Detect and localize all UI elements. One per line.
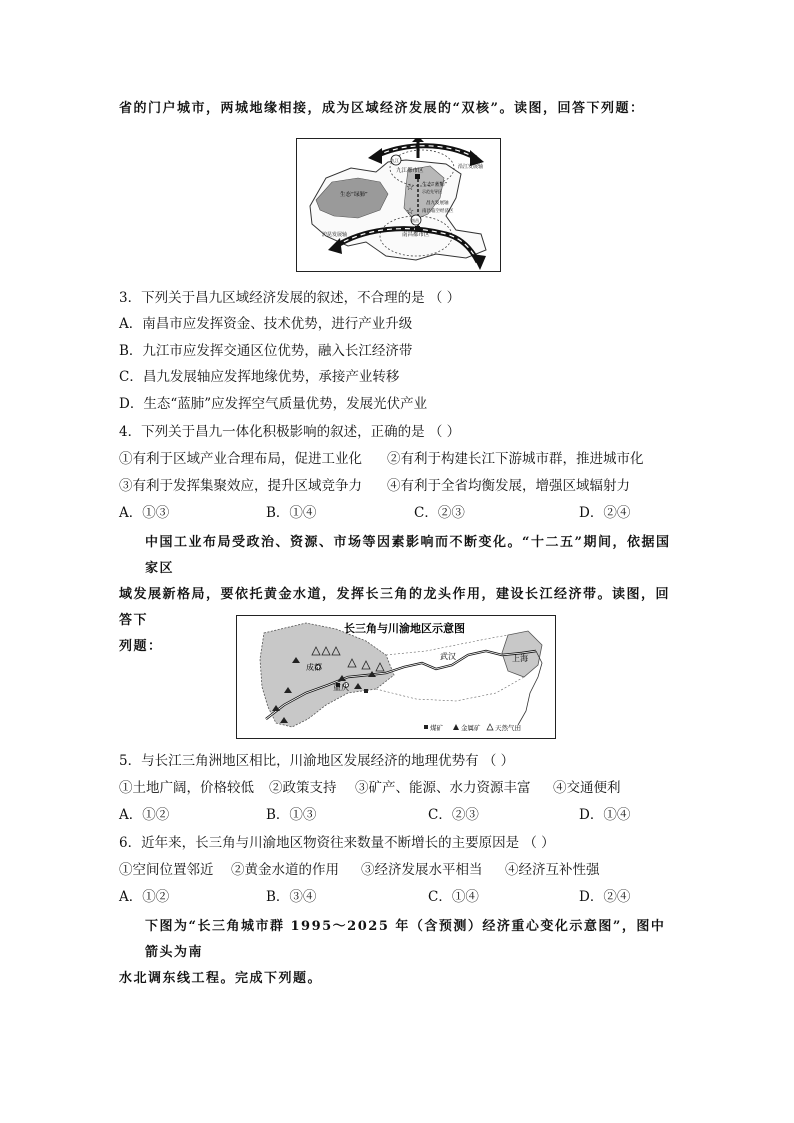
q4-choice-c[interactable]: C．②③: [414, 505, 465, 521]
map-title: 长三角与川渝地区示意图: [344, 622, 465, 635]
q5-choice-c[interactable]: C．②③: [428, 807, 479, 823]
q6-choice-d[interactable]: D．②④: [579, 889, 631, 905]
q4-choice-b[interactable]: B．①④: [266, 505, 317, 521]
label-changjiu-axis: 昌九发展轴: [426, 201, 449, 206]
q6-choice-a[interactable]: A．①②: [119, 889, 170, 905]
q4-item-4: ④有利于全省均衡发展，增强区域辐射力: [387, 478, 630, 494]
intro-paragraph-2: 中国工业布局受政治、资源、市场等因素影响而不断变化。“十二五”期间，依据国家区 域发展新格局，要依托黄金水道，发挥长三角的龙头作用，建设长江经济带。读图，回答下 列题：: [119, 535, 671, 654]
label-airport-zone: 南昌临空经济区: [422, 209, 454, 214]
q6-item-1: ①空间位置邻近: [119, 862, 214, 878]
q6-item-4: ④经济互补性强: [505, 862, 600, 878]
q3-stem: 3．下列关于昌九区域经济发展的叙述，不合理的是 （ ）: [119, 290, 461, 306]
q5-item-4: ④交通便利: [553, 780, 621, 796]
label-yanjiang-axis: 沿江发展轴: [458, 164, 484, 170]
legend-metal: 金属矿: [461, 724, 481, 732]
intro-paragraph-1: 省的门户城市，两城地缘相接，成为区域经济发展的“双核”。读图，回答下列题：: [119, 101, 645, 116]
q4-items-row-2: [119, 477, 639, 495]
label-nanchang-city: 南昌都市区: [402, 232, 430, 238]
label-blue-lung: 生态“蓝肺”: [422, 182, 448, 188]
label-jiujiang: 九江: [391, 158, 399, 163]
q5-item-2: ②政策支持: [269, 780, 337, 796]
q3-option-d[interactable]: D．生态“蓝肺”应发挥空气质量优势，发展光伏产业: [119, 396, 428, 412]
legend-gas: 天然气田: [495, 724, 521, 732]
q4-item-3: ③有利于发挥集聚效应，提升区域竞争力: [119, 478, 362, 494]
label-green-lung: 生态“绿肺”: [340, 192, 368, 198]
q5-choice-b[interactable]: B．①③: [266, 807, 317, 823]
q4-stem: 4．下列关于昌九一体化积极影响的叙述，正确的是 （ ）: [119, 424, 461, 440]
svg-text:☆: ☆: [406, 183, 415, 193]
q3-option-c[interactable]: C．昌九发展轴应发挥地缘优势，承接产业转移: [119, 369, 400, 385]
q3-option-a[interactable]: A．南昌市应发挥资金、技术优势，进行产业升级: [119, 316, 413, 332]
label-jiujiang-city: 九江都市区: [396, 168, 424, 174]
q6-choice-b[interactable]: B．③④: [266, 889, 317, 905]
label-pilot-zone: 示范先导区: [422, 189, 442, 194]
label-hukun-axis: 沪昆发展轴: [322, 232, 348, 238]
legend-coal: 煤矿: [430, 724, 443, 732]
q6-item-2: ②黄金水道的作用: [231, 862, 339, 878]
yangtze-sichuan-map: [236, 615, 556, 739]
q5-stem: 5．与长江三角洲地区相比，川渝地区发展经济的地理优势有 （ ）: [119, 753, 515, 769]
intro-paragraph-3: 下图为“长三角城市群 1995～2025 年（含预测）经济重心变化示意图”，图中箭头为南 水北调东线工程。完成下列题。: [119, 919, 666, 986]
q3-option-b[interactable]: B．九江市应发挥交通区位优势，融入长江经济带: [119, 343, 413, 359]
q4-choices: [119, 504, 639, 522]
q4-choice-d[interactable]: D．②④: [579, 505, 631, 521]
q5-choice-d[interactable]: D．①④: [579, 807, 631, 823]
svg-text:☆: ☆: [406, 207, 415, 217]
q4-items-row-1: [119, 450, 644, 468]
q5-items: [119, 779, 639, 797]
q4-choice-a[interactable]: A．①③: [119, 505, 170, 521]
city-chongqing: 重庆: [333, 683, 349, 692]
q5-item-1: ①土地广阔，价格较低: [119, 780, 254, 796]
q5-item-3: ③矿产、能源、水力资源丰富: [355, 780, 531, 796]
city-shanghai: 上海: [512, 654, 528, 663]
changjiu-region-figure: [296, 138, 501, 272]
q6-items: [119, 861, 639, 879]
q6-stem: 6．近年来，长三角与川渝地区物资往来数量不断增长的主要原因是 （ ）: [119, 835, 555, 851]
q4-item-2: ②有利于构建长江下游城市群，推进城市化: [387, 451, 644, 467]
q4-item-1: ①有利于区域产业合理布局，促进工业化: [119, 451, 362, 467]
q6-choices: [119, 888, 639, 906]
city-chengdu: 成都: [306, 663, 322, 672]
q6-item-3: ③经济发展水平相当: [361, 862, 483, 878]
q5-choices: [119, 806, 639, 824]
q6-choice-c[interactable]: C．①④: [428, 889, 479, 905]
q5-choice-a[interactable]: A．①②: [119, 807, 170, 823]
label-nanchang: 南昌: [411, 218, 419, 223]
city-wuhan: 武汉: [440, 652, 456, 661]
